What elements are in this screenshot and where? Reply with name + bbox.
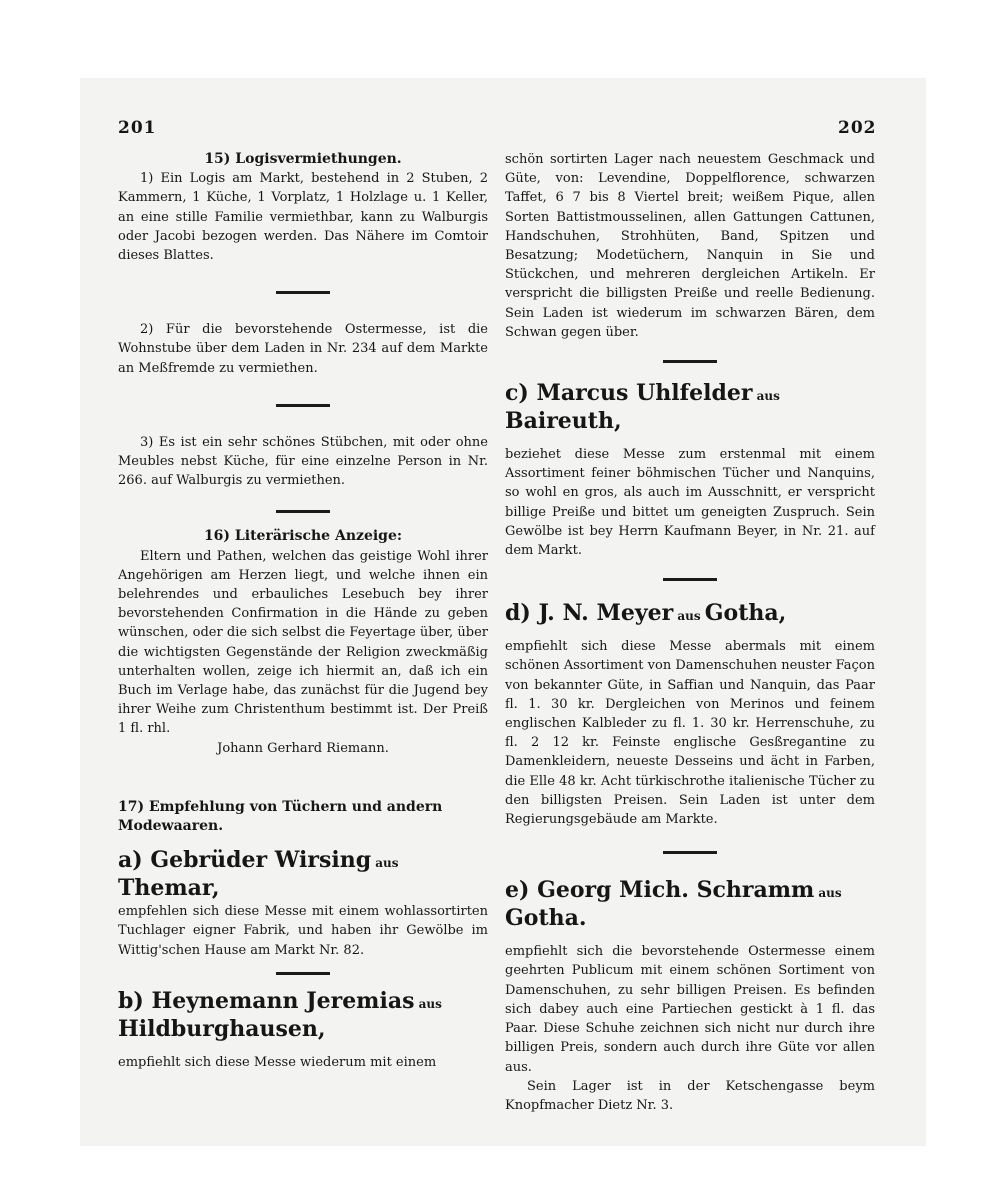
page-number-left: 201 (118, 118, 157, 138)
firm-a-aus: aus (375, 856, 399, 871)
divider (276, 404, 330, 407)
firm-b-place: Hildburghausen, (118, 1015, 326, 1042)
firm-c-name: c) Marcus Uhlfelder (505, 380, 753, 407)
right-column (505, 150, 875, 1115)
rental-notice-2: 2) Für die bevorstehende Ostermesse, ist die Wohnstube über dem Laden in Nr. 234 auf dem Markte an Meßfremde zu vermiethen. (118, 322, 488, 376)
firm-d-body: empfiehlt sich diese Messe abermals mit einem schönen Assortiment von Damenschuhen neuster Façon von bekannter Güte, in Saffian und Nanquin, das Paar fl. 1. 30 kr. Dergleichen von Merinos und feinem englischen Kalbleder zu fl. 1. 30 kr. Herrenschuhe, zu fl. 2 12 kr. Feinste englische Gesßregantine zu Damenkleidern, neueste Desseins und ächt in Farben, die Elle 48 kr. Acht türkischrothe italienische Tücher zu den billigsten Preisen. Sein Laden ist unter dem Regierungsgebäude am Markte. (505, 639, 875, 828)
divider (663, 578, 717, 581)
firm-c-header (505, 379, 875, 435)
section-15-heading: 15) Logisvermiethungen. (204, 151, 402, 167)
firm-e-name: e) Georg Mich. Schramm (505, 877, 815, 904)
divider (663, 360, 717, 363)
divider (276, 291, 330, 294)
firm-a-body: empfehlen sich diese Messe mit einem wohlassortirten Tuchlager eigner Fabrik, und haben ihr Gewölbe im Wittig'schen Hause am Markt Nr. 82. (118, 904, 488, 958)
firm-c-aus: aus (756, 389, 780, 404)
firm-d-aus: aus (677, 609, 701, 624)
firm-a-header (118, 846, 488, 902)
literary-notice-signature: Johann Gerhard Riemann. (217, 740, 389, 756)
firm-e-body: empfiehlt sich die bevorstehende Ostermesse einem geehrten Publicum mit einem schönen Sortiment von Damenschuhen, zu sehr billigen Preisen. Es befinden sich dabey auch eine Partiechen gestickt à 1 fl. das Paar. Diese Schuhe zeichnen sich nicht nur durch ihre billigen Preis, sondern auch durch ihre Güte vor allen aus. (505, 944, 875, 1075)
firm-a-place: Themar, (118, 875, 220, 902)
firm-d-name: d) J. N. Meyer (505, 600, 674, 627)
firm-b-name: b) Heynemann Jeremias (118, 987, 415, 1014)
rental-notice-3: 3) Es ist ein sehr schönes Stübchen, mit oder ohne Meubles nebst Küche, für eine einzelne Person in Nr. 266. auf Walburgis zu vermiethen. (118, 434, 488, 489)
left-column (118, 150, 488, 1072)
firm-b-body: empfiehlt sich diese Messe wiederum mit einem (118, 1054, 437, 1070)
divider (663, 851, 717, 854)
firm-e-body-address: Sein Lager ist in der Ketschengasse beym Knopfmacher Dietz Nr. 3. (505, 1078, 875, 1113)
firm-b-aus: aus (418, 996, 442, 1011)
firm-b-header (118, 987, 488, 1043)
rental-notice-1: 1) Ein Logis am Markt, bestehend in 2 Stuben, 2 Kammern, 1 Küche, 1 Vorplatz, 1 Holzlage u. 1 Keller, an eine stille Familie vermiethbar, kann zu Walburgis oder Jacobi bezogen werden. Das Nähere im Comtoir dieses Blattes. (118, 171, 488, 264)
page-number-right: 202 (838, 118, 877, 138)
literary-notice-body: Eltern und Pathen, welchen das geistige Wohl ihrer Angehörigen am Herzen liegt, und welche ihnen ein belehrendes und erbauliches Lesebuch bey ihrer bevorstehenden Confirmation in die Hände zu geben wünschen, oder die sich selbst die Feyertage über, über die wichtigsten Gegenstände der Religion zweckmäßig unterhalten wollen, zeige ich hiermit an, daß ich ein Buch im Verlage habe, das zunächst für die Jugend bey ihrer Weihe zum Christenthum bestimmt ist. Der Preiß 1 fl. rhl. (118, 548, 488, 737)
firm-e-place: Gotha. (505, 905, 587, 932)
firm-e-aus: aus (818, 886, 842, 901)
firm-c-place: Baireuth, (505, 408, 622, 435)
firm-e-header (505, 876, 875, 932)
divider (276, 972, 330, 975)
firm-a-name: a) Gebrüder Wirsing (118, 847, 372, 874)
firm-d-header (505, 599, 875, 627)
firm-c-body: beziehet diese Messe zum erstenmal mit einem Assortiment feiner böhmischen Tücher und Nanquins, so wohl en gros, als auch im Ausschnitt, er verspricht billige Preiße und bittet um geneigten Zuspruch. Sein Gewölbe ist bey Herrn Kaufmann Beyer, in Nr. 21. auf dem Markt. (505, 447, 875, 559)
section-17-heading: 17) Empfehlung von Tüchern und andern Modewaaren. (118, 798, 443, 835)
divider (276, 510, 330, 513)
firm-d-place: Gotha, (704, 600, 787, 627)
firm-b-body-continued: schön sortirten Lager nach neuestem Geschmack und Güte, von: Levendine, Doppelflorence, schwarzen Taffet, 6 7 bis 8 Viertel breit; weißem Pique, allen Sorten Battistmousselinen, allen Gattungen Cattunen, Handschuhen, Strohhüten, Band, Spitzen und Besatzung; Modetüchern, Nanquin in Sie und Stückchen, und mehreren dergleichen Artikeln. Er verspricht die billigsten Preiße und reelle Bedienung. Sein Laden ist wiederum im schwarzen Bären, dem Schwan gegen über. (505, 152, 875, 340)
section-16-heading: 16) Literärische Anzeige: (203, 528, 403, 545)
